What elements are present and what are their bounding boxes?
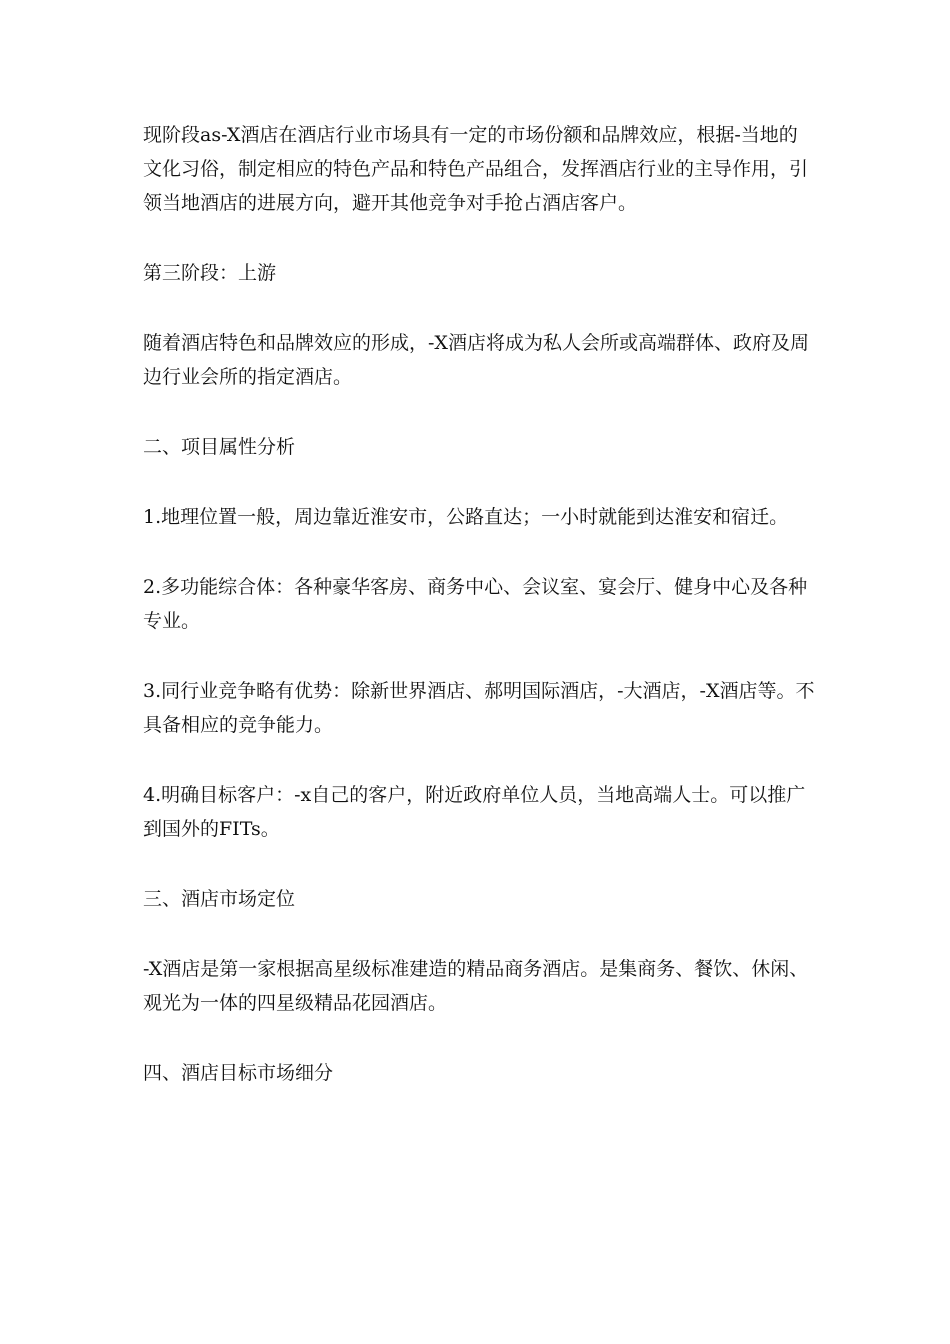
document-body bbox=[143, 118, 815, 1126]
paragraph-current-stage: 现阶段as-X酒店在酒店行业市场具有一定的市场份额和品牌效应，根据-当地的文化习俗，制定相应的特色产品和特色产品组合，发挥酒店行业的主导作用，引领当地酒店的进展方向，避开其他竞争对手抢占酒店客户。 bbox=[143, 124, 809, 214]
heading-project-attributes: 二、项目属性分析 bbox=[143, 436, 296, 458]
paragraph-multifunction: 2.多功能综合体：各种豪华客房、商务中心、会议室、宴会厅、健身中心及各种专业。 bbox=[143, 576, 808, 632]
paragraph-brand-effect: 随着酒店特色和品牌效应的形成，-X酒店将成为私人会所或高端群体、政府及周边行业会所的指定酒店。 bbox=[143, 332, 809, 388]
paragraph-target-customers: 4.明确目标客户：-x自己的客户，附近政府单位人员，当地高端人士。可以推广到国外的FITs。 bbox=[143, 784, 806, 840]
paragraph-location: 1.地理位置一般，周边靠近淮安市，公路直达；一小时就能到达淮安和宿迁。 bbox=[143, 506, 789, 528]
paragraph-positioning: -X酒店是第一家根据高星级标准建造的精品商务酒店。是集商务、餐饮、休闲、观光为一体的四星级精品花园酒店。 bbox=[143, 958, 809, 1014]
heading-stage-three: 第三阶段：上游 bbox=[143, 262, 277, 284]
heading-market-segmentation: 四、酒店目标市场细分 bbox=[143, 1062, 334, 1084]
heading-market-positioning: 三、酒店市场定位 bbox=[143, 888, 296, 910]
paragraph-competition: 3.同行业竞争略有优势：除新世界酒店、郝明国际酒店，-大酒店，-X酒店等。不具备相应的竞争能力。 bbox=[143, 680, 815, 736]
